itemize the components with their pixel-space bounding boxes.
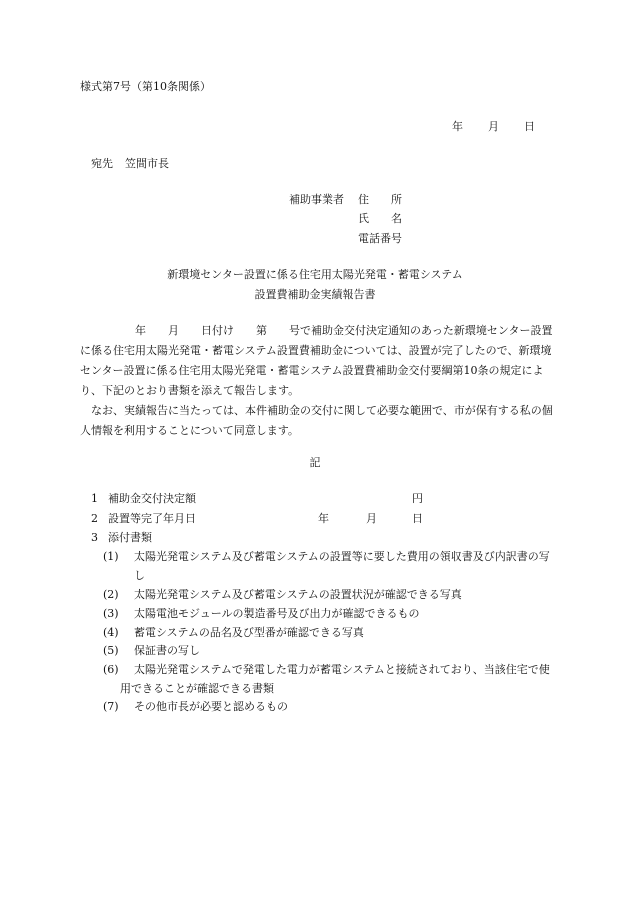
item-2-number: 2 xyxy=(91,512,98,525)
attachment-number: (4) xyxy=(103,626,119,639)
body-paragraph-1: 年 月 日付け 第 号で補助金交付決定通知のあった新環境センター設置に係る住宅用太陽光発電・蓄電システム設置費補助金については、設置が完了したので、新環境センター設置に係る住宅用太陽光発電・蓄電システム設置費補助金交付要綱第10条の規定により、下記のとおり書類を添えて報告します。 xyxy=(80,324,553,397)
item-3-number: 3 xyxy=(91,531,98,544)
name-label: 氏 名 xyxy=(358,212,402,225)
attachment-text: 太陽光発電システム及び蓄電システムの設置状況が確認できる写真 xyxy=(134,588,462,601)
attachment-text: 太陽光発電システムで発電した電力が蓄電システムと接続されており、当該住宅で使用できることが確認できる書類 xyxy=(120,663,550,695)
form-number: 様式第7号（第10条関係） xyxy=(80,80,211,93)
item-2-day: 日 xyxy=(412,512,423,525)
addressee-label: 宛先 xyxy=(91,157,113,170)
phone-label: 電話番号 xyxy=(358,232,402,245)
report-date-year: 年 xyxy=(452,120,463,133)
report-date-day: 日 xyxy=(524,120,535,133)
ki-heading: 記 xyxy=(309,456,321,469)
title-line-1: 新環境センター設置に係る住宅用太陽光発電・蓄電システム xyxy=(167,268,463,281)
item-2-label: 設置等完了年月日 xyxy=(108,512,196,525)
attachment-number: (7) xyxy=(103,700,119,713)
attachment-number: (1) xyxy=(103,550,119,563)
item-1-unit: 円 xyxy=(412,492,423,505)
attachment-text: その他市長が必要と認めるもの xyxy=(134,700,288,713)
addressee-name: 笠間市長 xyxy=(125,157,169,170)
attachment-number: (3) xyxy=(103,607,119,620)
attachment-number: (5) xyxy=(103,644,119,657)
attachment-text: 保証書の写し xyxy=(134,644,200,657)
attachment-text: 太陽電池モジュールの製造番号及び出力が確認できるもの xyxy=(134,607,420,620)
address-label: 住 所 xyxy=(358,193,402,206)
item-2-year: 年 xyxy=(318,512,329,525)
attachment-number: (2) xyxy=(103,588,119,601)
applicant-label: 補助事業者 xyxy=(289,193,344,206)
item-3-label: 添付書類 xyxy=(108,531,152,544)
report-date-month: 月 xyxy=(488,120,499,133)
attachment-text: 太陽光発電システム及び蓄電システムの設置等に要した費用の領収書及び内訳書の写し xyxy=(134,550,550,582)
item-2-month: 月 xyxy=(366,512,377,525)
attachment-text: 蓄電システムの品名及び型番が確認できる写真 xyxy=(134,626,364,639)
item-1-label: 補助金交付決定額 xyxy=(108,492,196,505)
title-line-2: 設置費補助金実績報告書 xyxy=(254,288,376,301)
body-paragraph-2: なお、実績報告に当たっては、本件補助金の交付に関して必要な範囲で、市が保有する私の個人情報を利用することについて同意します。 xyxy=(80,404,553,437)
item-1-number: 1 xyxy=(91,492,98,505)
attachment-number: (6) xyxy=(103,663,119,676)
